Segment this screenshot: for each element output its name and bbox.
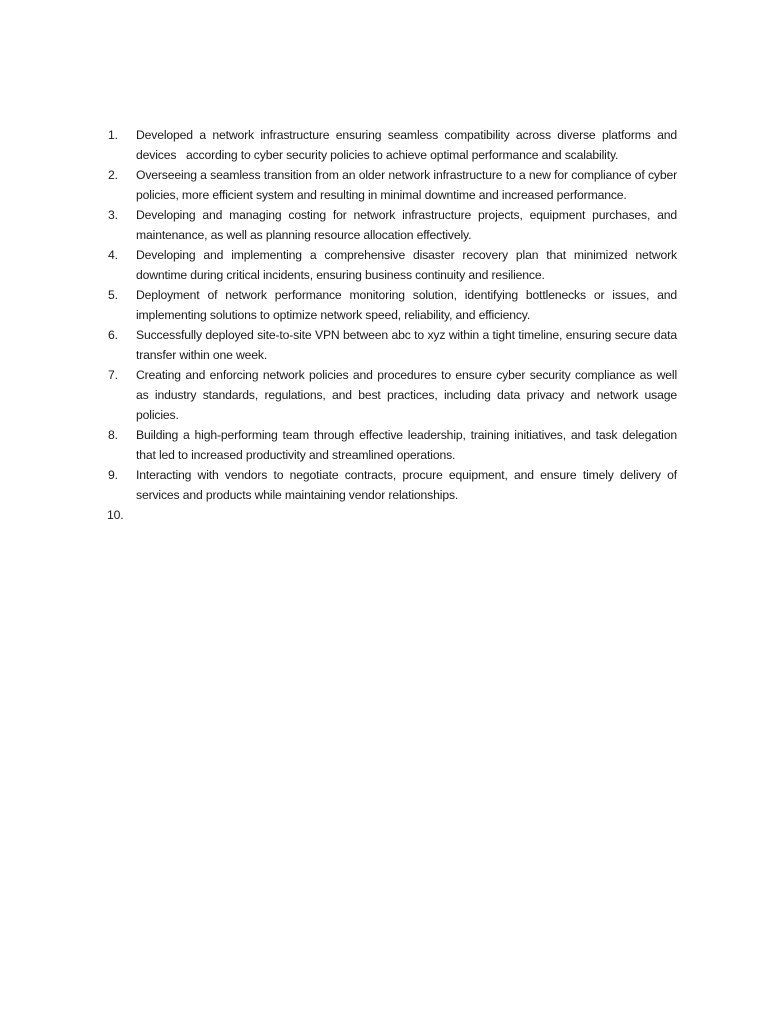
list-item — [105, 165, 681, 205]
list-item-number: 7. — [108, 368, 118, 382]
list-item-text: Overseeing a seamless transition from an older network infrastructure to a new for compliance of cyber policies, more efficient system and resulting in minimal downtime and increased performance. — [136, 168, 681, 202]
list-item-number: 2. — [108, 168, 118, 182]
list-item-text: Deployment of network performance monitoring solution, identifying bottlenecks or issues, and implementing solutions to optimize network speed, reliability, and efficiency. — [136, 288, 681, 322]
list-item — [105, 125, 681, 165]
list-item — [105, 285, 681, 325]
list-item-number: 8. — [108, 428, 118, 442]
list-item-text: Developed a network infrastructure ensuring seamless compatibility across diverse platforms and devices according to cyber security policies to achieve optimal performance and scalability. — [136, 128, 681, 162]
list-item-text: Developing and managing costing for network infrastructure projects, equipment purchases, and maintenance, as well as planning resource allocation effectively. — [136, 208, 681, 242]
list-item-text: Developing and implementing a comprehensive disaster recovery plan that minimized network downtime during critical incidents, ensuring business continuity and resilience. — [136, 248, 681, 282]
list-item-text: Creating and enforcing network policies and procedures to ensure cyber security compliance as well as industry standards, regulations, and best practices, including data privacy and network usage policies. — [136, 368, 681, 422]
list-item-number: 1. — [108, 128, 118, 142]
list-item-number: 10. — [107, 508, 124, 522]
list-item-number: 4. — [108, 248, 118, 262]
list-item-number: 3. — [108, 208, 118, 222]
list-item — [105, 465, 681, 505]
list-item-text: Successfully deployed site-to-site VPN between abc to xyz within a tight timeline, ensuring secure data transfer within one week. — [136, 328, 681, 362]
list-item — [105, 365, 681, 425]
list-item-number: 6. — [108, 328, 118, 342]
list-item-text: Building a high-performing team through effective leadership, training initiatives, and task delegation that led to increased productivity and streamlined operations. — [136, 428, 681, 462]
list-item — [105, 325, 681, 365]
list-item-number: 9. — [108, 468, 118, 482]
list-item — [105, 425, 681, 465]
numbered-list — [105, 125, 681, 525]
list-item — [105, 245, 681, 285]
list-item-number: 5. — [108, 288, 118, 302]
list-item — [105, 205, 681, 245]
list-item — [105, 505, 677, 525]
list-item-text: Interacting with vendors to negotiate contracts, procure equipment, and ensure timely delivery of services and products while maintaining vendor relationships. — [136, 468, 681, 502]
